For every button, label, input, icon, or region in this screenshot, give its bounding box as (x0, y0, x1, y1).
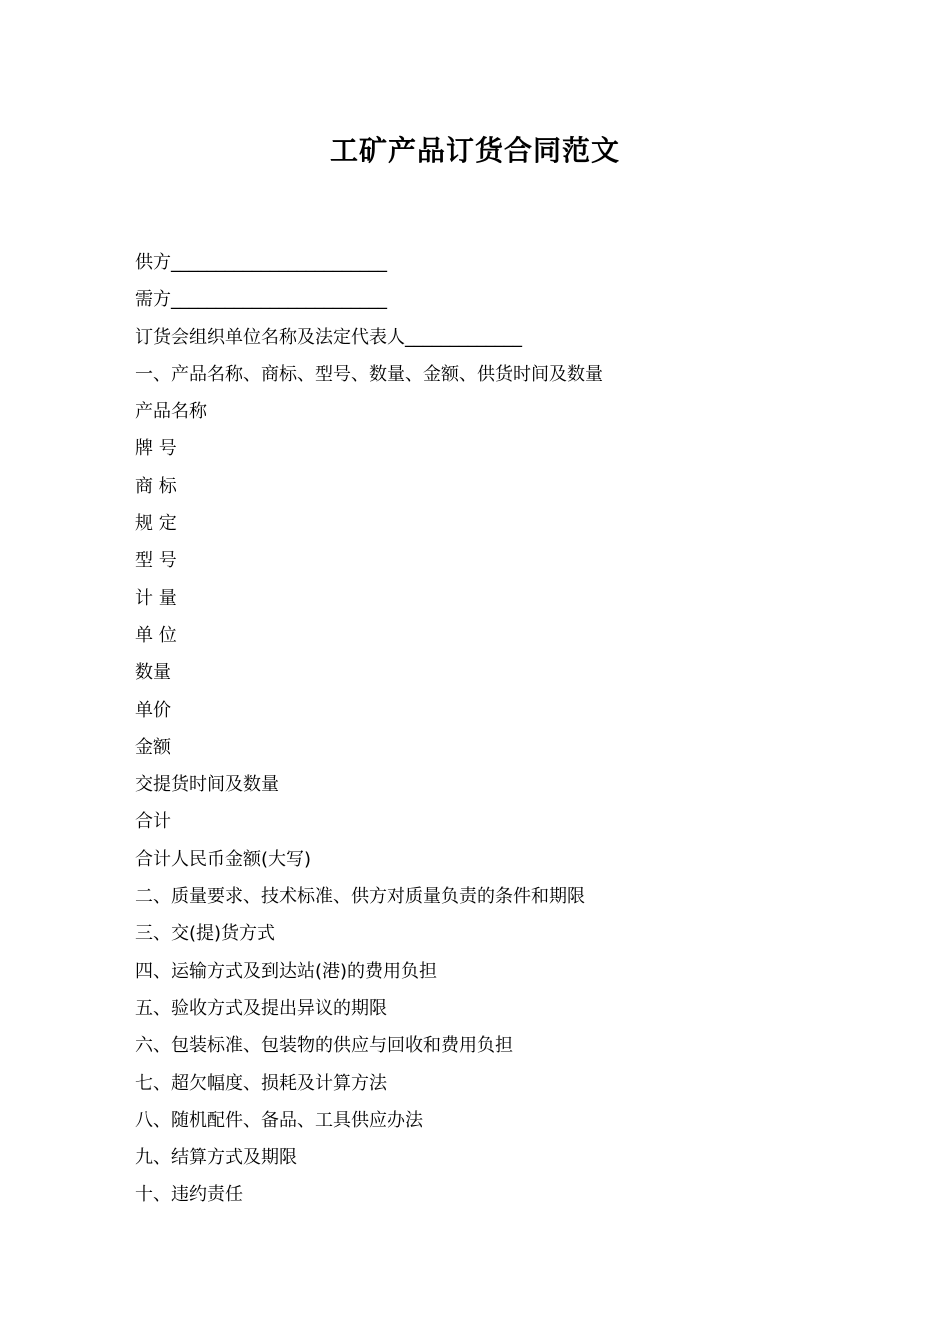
field-delivery-time-quantity: 交提货时间及数量 (135, 774, 279, 796)
field-unit-price: 单价 (135, 699, 171, 721)
section-2-heading: 二、质量要求、技术标准、供方对质量负责的条件和期限 (135, 886, 585, 908)
section-9-heading: 九、结算方式及期限 (135, 1147, 297, 1169)
field-brand-number: 牌 号 (135, 438, 177, 460)
section-1-heading: 一、产品名称、商标、型号、数量、金额、供货时间及数量 (135, 363, 603, 385)
field-amount: 金额 (135, 736, 171, 758)
section-7-heading: 七、超欠幅度、损耗及计算方法 (135, 1072, 387, 1094)
section-6-heading: 六、包装标准、包装物的供应与回收和费用负担 (135, 1035, 513, 1057)
field-quantity: 数量 (135, 662, 171, 684)
document-title: 工矿产品订货合同范文 (329, 134, 620, 167)
field-specification: 规 定 (135, 513, 177, 535)
field-unit: 单 位 (135, 624, 177, 646)
supplier-line: 供方________________________ (135, 252, 387, 273)
field-product-name: 产品名称 (135, 401, 207, 423)
section-8-heading: 八、随机配件、备品、工具供应办法 (135, 1109, 423, 1131)
field-total-rmb-uppercase: 合计人民币金额(大写) (135, 848, 312, 870)
document-body (135, 244, 835, 1214)
field-model: 型 号 (135, 550, 177, 572)
section-3-heading: 三、交(提)货方式 (135, 923, 276, 945)
field-total: 合计 (135, 811, 171, 833)
buyer-line: 需方________________________ (135, 289, 387, 311)
organizer-line: 订货会组织单位名称及法定代表人_____________ (135, 326, 522, 348)
field-trademark: 商 标 (135, 475, 177, 497)
field-measurement: 计 量 (135, 587, 177, 609)
section-10-heading: 十、违约责任 (135, 1184, 243, 1206)
section-5-heading: 五、验收方式及提出异议的期限 (135, 997, 387, 1019)
section-4-heading: 四、运输方式及到达站(港)的费用负担 (135, 960, 438, 982)
